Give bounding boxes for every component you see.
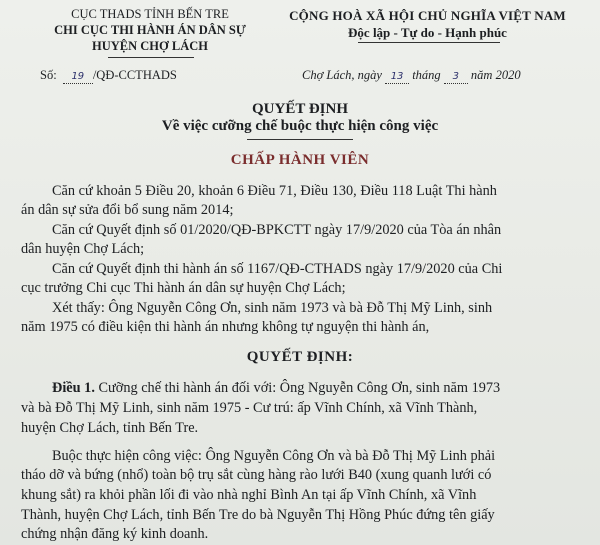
ground-1-line-2: án dân sự sửa đổi bổ sung năm 2014; [21,202,234,218]
number-label: Số: [40,68,57,82]
ground-2-line-1: Căn cứ Quyết định số 01/2020/QĐ-BPKCTT ngày 17/9/2020 của Tòa án nhân [52,222,502,238]
ground-3-line-2: cục trưởng Chi cục Thi hành án dân sự huyện Chợ Lách; [21,280,346,296]
office-name-line2: HUYỆN CHỢ LÁCH [92,39,208,53]
ground-1-line-1: Căn cứ khoản 5 Điều 20, khoản 6 Điều 71, Điều 130, Điều 118 Luật Thi hành [52,183,497,199]
date-prefix: Chợ Lách, ngày [302,68,382,82]
date-day: 13 [390,71,404,82]
number-suffix: /QĐ-CCTHADS [92,68,177,82]
ground-4-line-1: Xét thấy: Ông Nguyễn Công Ơn, sinh năm 1973 và bà Đỗ Thị Mỹ Linh, sinh [52,300,493,316]
document-title: QUYẾT ĐỊNH [252,101,348,117]
ground-4-line-2: năm 1975 có điều kiện thi hành án nhưng không tự nguyện thi hành án, [21,319,430,335]
national-motto: Độc lập - Tự do - Hạnh phúc [348,25,507,40]
article-1-line-1 [52,378,500,398]
nation-name: CỘNG HOÀ XÃ HỘI CHỦ NGHĨA VIỆT NAM [289,8,566,23]
obligation-line-1: Buộc thực hiện công việc: Ông Nguyễn Công Ơn và bà Đỗ Thị Mỹ Linh phải [52,448,496,464]
agency-name: CỤC THADS TỈNH BẾN TRE [71,7,229,21]
ground-3-line-1: Căn cứ Quyết định thi hành án số 1167/QĐ-CTHADS ngày 17/9/2020 của Chi [52,261,503,277]
date-month: 3 [452,71,459,82]
authority-heading: CHẤP HÀNH VIÊN [230,152,370,168]
month-label: tháng [412,68,441,82]
obligation-line-5: chứng nhận đăng ký kinh doanh. [21,526,209,542]
article-1-label: Điều 1. [52,380,95,396]
date-year: năm 2020 [470,68,521,82]
document-number [40,68,177,84]
issue-date [302,68,521,84]
motto-underline [358,42,500,43]
left-header-underline [108,57,194,58]
ground-2-line-2: dân huyện Chợ Lách; [21,241,145,257]
article-1-line-3: huyện Chợ Lách, tỉnh Bến Tre. [21,420,199,436]
subject-underline [247,139,353,140]
obligation-line-4: Thành, huyện Chợ Lách, tỉnh Bến Tre do bà Nguyễn Thị Hồng Phúc đứng tên giấy [21,507,495,523]
article-1-text: Cưỡng chế thi hành án đối với: Ông Nguyễn Công Ơn, sinh năm 1973 [98,380,501,396]
document-subject: Về việc cưỡng chế buộc thực hiện công việc [161,118,439,134]
obligation-line-2: tháo dỡ và bứng (nhổ) toàn bộ trụ sắt cùng hàng rào lưới B40 (xung quanh lưới có [21,467,492,483]
article-1-line-2: và bà Đỗ Thị Mỹ Linh, sinh năm 1975 - Cư trú: ấp Vĩnh Chính, xã Vĩnh Thành, [21,400,478,416]
office-name-line1: CHI CỤC THI HÀNH ÁN DÂN SỰ [54,23,246,37]
decision-heading: QUYẾT ĐỊNH: [246,349,354,365]
obligation-line-3: khung sắt) ra khỏi phần lối đi vào nhà nghỉ Bình An tại ấp Vĩnh Chính, xã Vĩnh [21,487,477,503]
number-value: 19 [71,71,85,82]
